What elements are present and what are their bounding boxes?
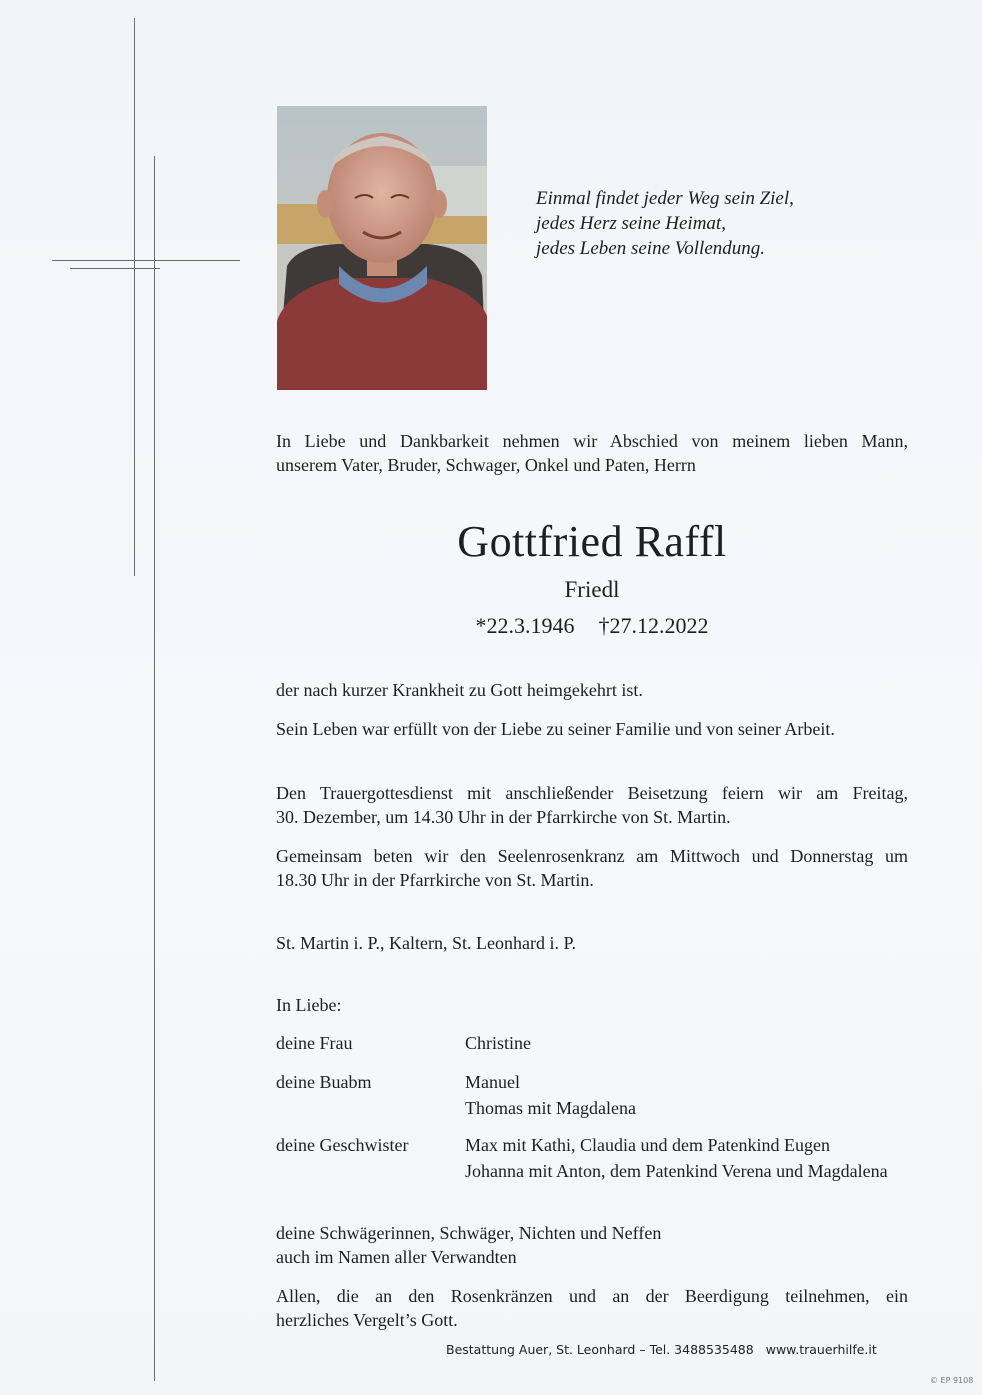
death-date: †27.12.2022: [598, 613, 709, 638]
quote-line: jedes Herz seine Heimat,: [536, 213, 726, 234]
life-dates: [0, 611, 982, 641]
service-line-2: 30. Dezember, um 14.30 Uhr in der Pfarrkirche von St. Martin.: [276, 807, 731, 827]
deceased-nickname: Friedl: [564, 577, 620, 602]
family-relation: deine Buabm: [276, 1072, 372, 1092]
family-name: Johanna mit Anton, dem Patenkind Verena und Magdalena: [465, 1161, 888, 1181]
family-names: [465, 1132, 888, 1184]
family-names: [465, 1030, 531, 1056]
intro-line-1: In Liebe und Dankbarkeit nehmen wir Abschied von meinem lieben Mann,: [276, 431, 908, 451]
cross-line-horizontal-short: [70, 268, 160, 269]
quote: [536, 186, 794, 261]
family-name: Manuel: [465, 1072, 520, 1092]
rosary-line-2: 18.30 Uhr in der Pfarrkirche von St. Martin.: [276, 870, 594, 890]
family-name: Christine: [465, 1033, 531, 1053]
relatives-line-2: auch im Namen aller Verwandten: [276, 1247, 517, 1267]
family-name: Thomas mit Magdalena: [465, 1098, 636, 1118]
template-code: © EP 9108: [930, 1376, 974, 1385]
cross-line-horizontal: [52, 260, 240, 261]
cross-line-vertical-long: [154, 156, 155, 1381]
in-love-heading: In Liebe:: [276, 995, 342, 1015]
rosary-line-1: Gemeinsam beten wir den Seelenrosenkranz am Mittwoch und Donnerstag um: [276, 846, 908, 866]
footer: [446, 1341, 877, 1359]
relatives-line-1: deine Schwägerinnen, Schwäger, Nichten und Neffen: [276, 1223, 662, 1243]
family-name: Max mit Kathi, Claudia und dem Patenkind Eugen: [465, 1135, 830, 1155]
body-paragraph: Sein Leben war erfüllt von der Liebe zu seiner Familie und von seiner Arbeit.: [276, 719, 835, 739]
birth-date: *22.3.1946: [475, 613, 575, 638]
deceased-name: Gottfried Raffl: [457, 517, 727, 566]
body-paragraph: der nach kurzer Krankheit zu Gott heimgekehrt ist.: [276, 680, 643, 700]
cross-line-vertical: [134, 18, 135, 576]
thanks-line-1: Allen, die an den Rosenkränzen und an der Beerdigung teilnehmen, ein: [276, 1286, 908, 1306]
undertaker-info: Bestattung Auer, St. Leonhard – Tel. 3488535488: [446, 1342, 754, 1357]
places: St. Martin i. P., Kaltern, St. Leonhard i. P.: [276, 933, 576, 953]
intro-line-2: unserem Vater, Bruder, Schwager, Onkel und Paten, Herrn: [276, 455, 696, 475]
portrait-photo: [277, 106, 487, 390]
quote-line: Einmal findet jeder Weg sein Ziel,: [536, 188, 794, 209]
service-line-1: Den Trauergottesdienst mit anschließender Beisetzung feiern wir am Freitag,: [276, 783, 908, 803]
website-link[interactable]: www.trauerhilfe.it: [765, 1342, 877, 1357]
thanks-line-2: herzliches Vergelt’s Gott.: [276, 1310, 458, 1330]
quote-line: jedes Leben seine Vollendung.: [536, 238, 766, 259]
family-relation: deine Geschwister: [276, 1135, 409, 1155]
family-names: [465, 1069, 636, 1121]
family-relation: deine Frau: [276, 1033, 353, 1053]
